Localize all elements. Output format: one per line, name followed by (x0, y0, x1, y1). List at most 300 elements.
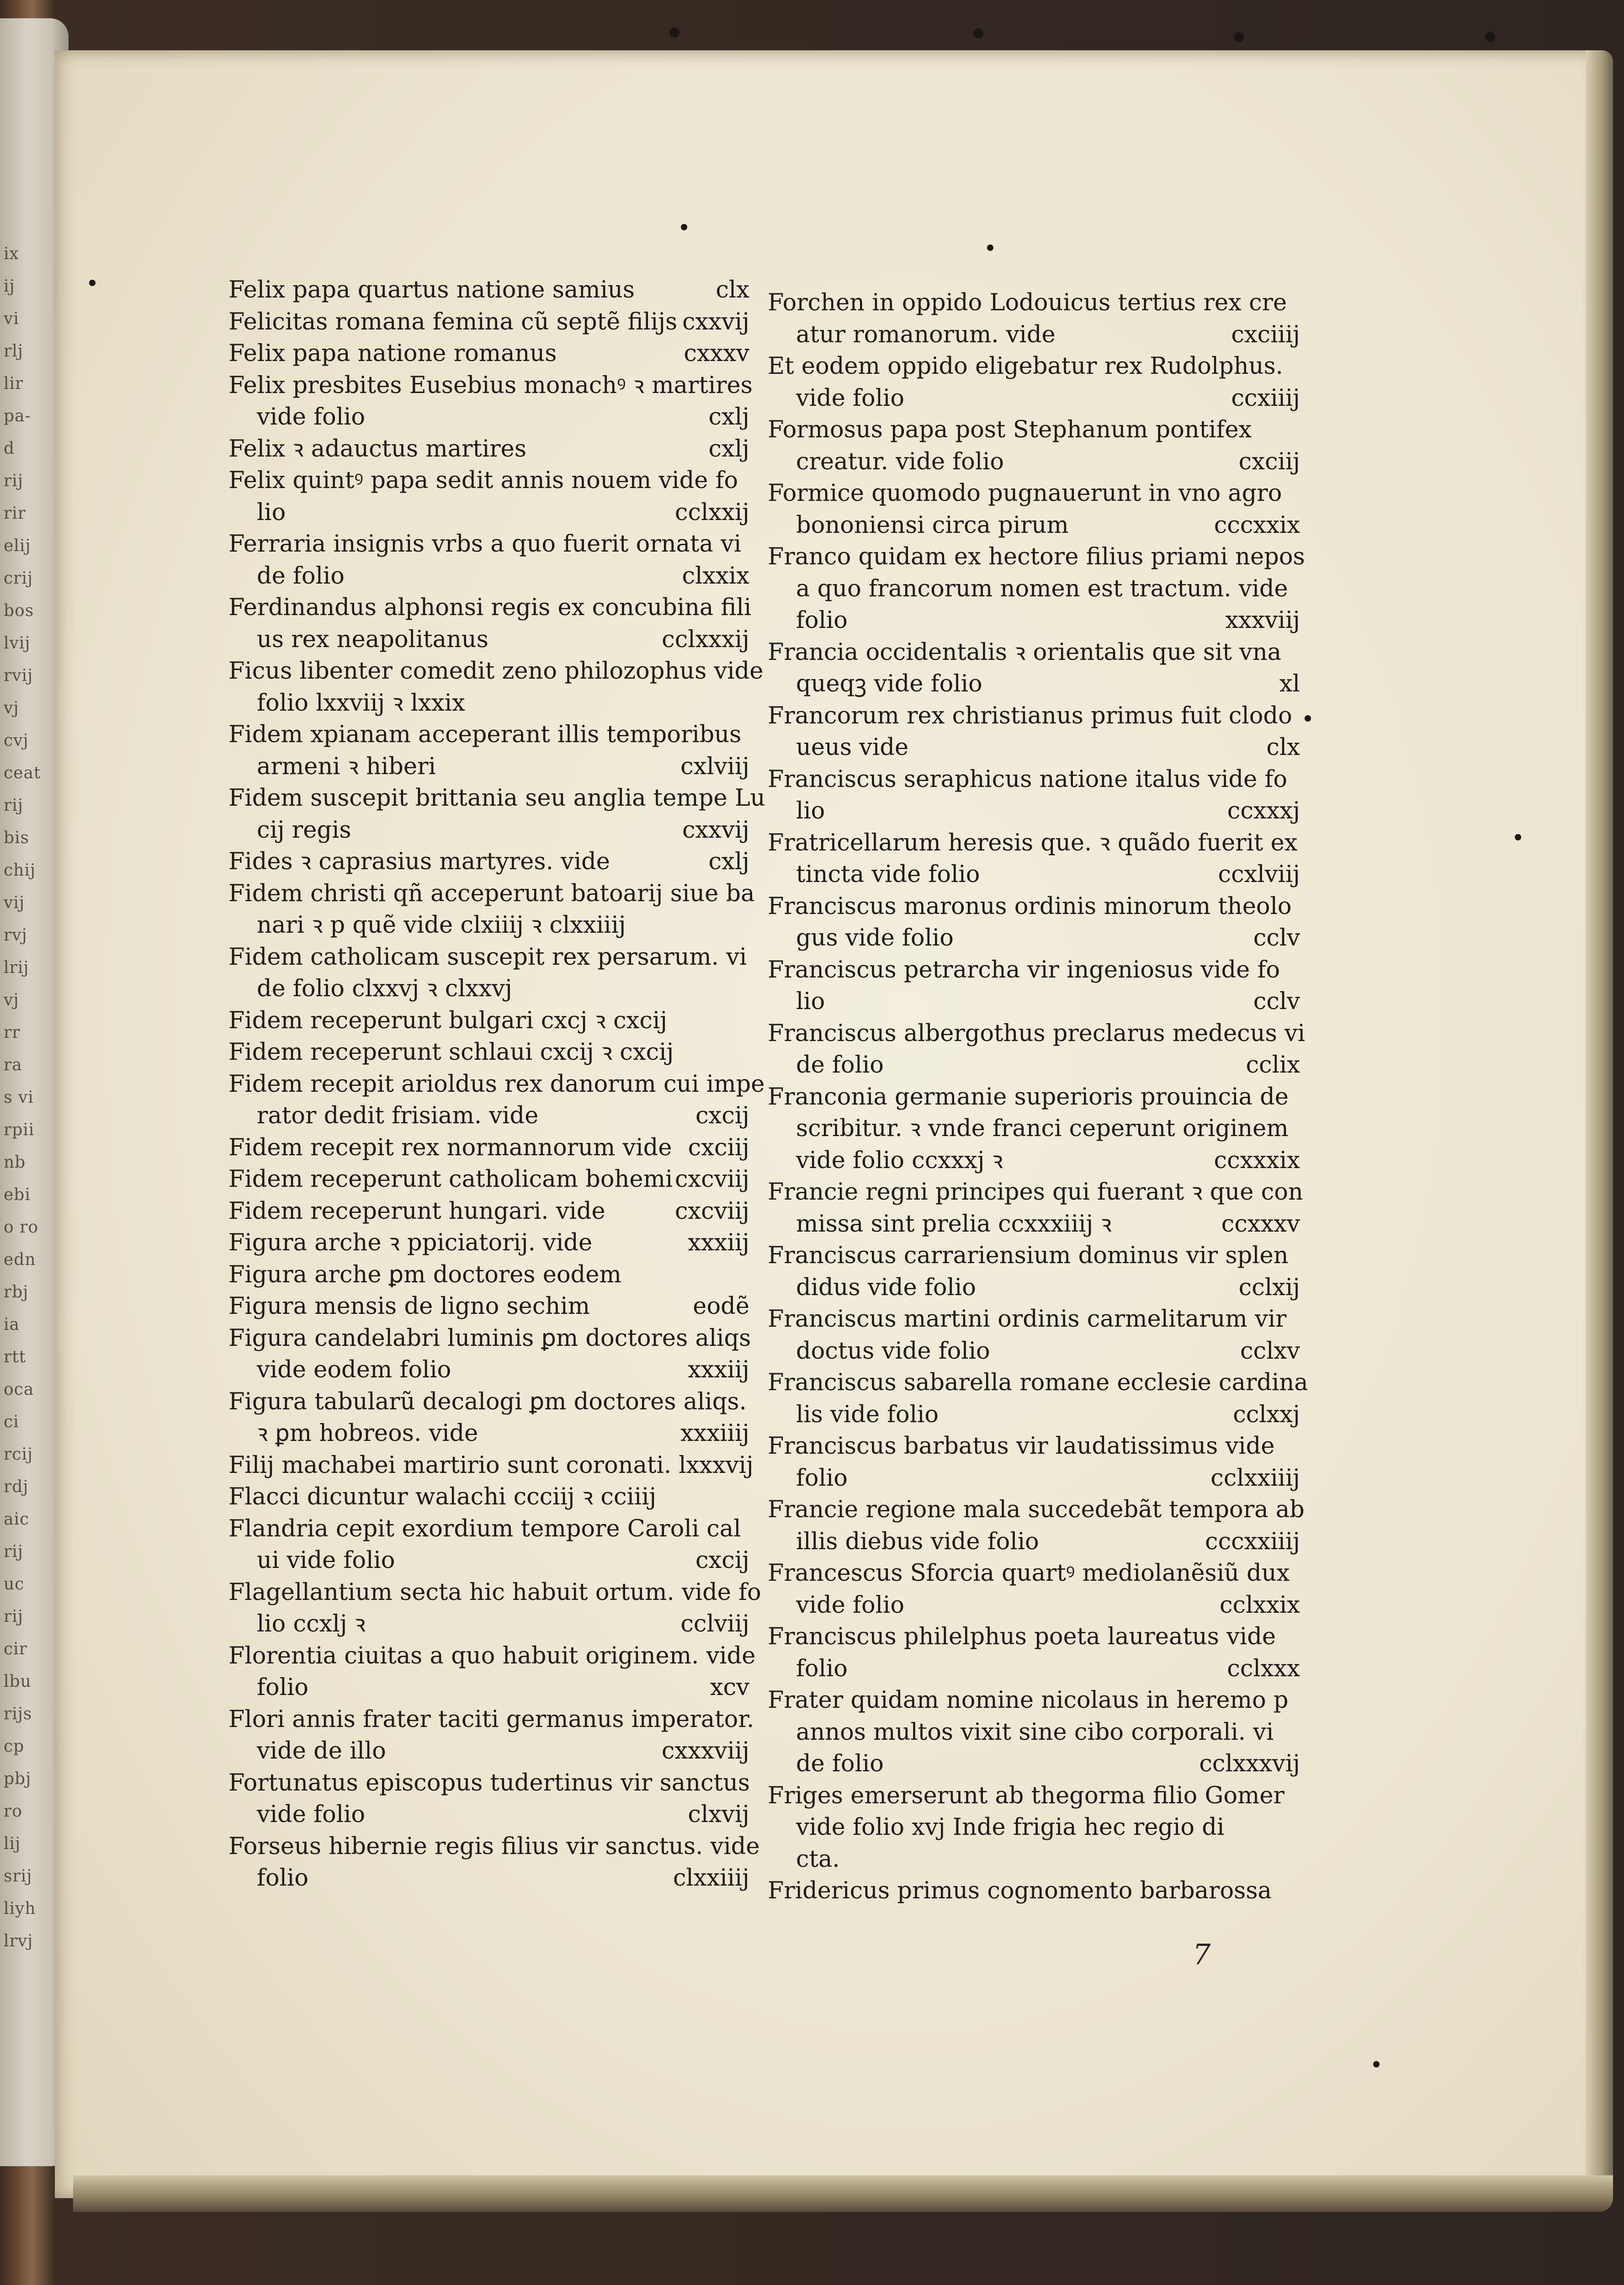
entry-heading: Felix papa quartus natione samius (228, 276, 635, 303)
index-entry-line (228, 1704, 754, 1736)
index-entry-line (228, 1513, 749, 1545)
folio-reference: cclxxiiij (1210, 1464, 1300, 1492)
index-entry (228, 1132, 749, 1164)
entry-heading: Franco quidam ex hectore filius priami nepos (768, 543, 1305, 570)
index-entry-line (768, 891, 1300, 923)
index-entry (228, 941, 749, 1005)
index-entry-line (768, 478, 1300, 510)
index-entry (768, 478, 1300, 541)
index-entry (228, 1164, 749, 1196)
index-entry (228, 1196, 749, 1228)
entry-continuation: vide folio xvj Inde frigia hec regio di (796, 1814, 1225, 1841)
entry-continuation: lio (257, 499, 286, 526)
index-entry-line (768, 1303, 1300, 1335)
edge-fragment: ci (4, 1413, 19, 1431)
edge-fragment: rdj (4, 1477, 29, 1496)
entry-heading: Fidem recepit arioldus rex danorum cui impe (228, 1070, 765, 1098)
entry-continuation: de folio (796, 1052, 884, 1079)
index-entry (228, 370, 753, 433)
index-entry-line (768, 446, 1300, 478)
entry-continuation: atur romanorum. vide (796, 321, 1056, 348)
edge-fragment: ia (4, 1315, 20, 1334)
entry-heading: Fortunatus episcopus tudertinus vir sanctus (228, 1769, 750, 1796)
folio-reference: clxxiiij (673, 1865, 749, 1892)
index-entry (228, 1450, 754, 1482)
index-entry-line (228, 687, 749, 719)
index-entry-line (228, 465, 749, 497)
index-entry (768, 1240, 1300, 1303)
edge-fragment: cir (4, 1640, 27, 1658)
entry-continuation: cij regis (257, 816, 351, 844)
entry-continuation: vide folio (257, 404, 366, 430)
page-bottom-edge (73, 2175, 1613, 2212)
index-entry (768, 1621, 1300, 1685)
entry-continuation: ueus vide (796, 734, 909, 761)
index-entry-line (768, 732, 1300, 764)
index-entry-line (228, 624, 749, 656)
index-entry (768, 1780, 1300, 1876)
index-entry-line (228, 592, 752, 624)
folio-reference: cxlviij (680, 753, 749, 780)
index-entry-line (228, 1005, 749, 1037)
edge-fragment: edn (4, 1250, 36, 1269)
index-entry (768, 764, 1300, 827)
index-entry (228, 1386, 749, 1450)
entry-continuation: creatur. vide folio (796, 448, 1004, 475)
entry-continuation: illis diebus vide folio (796, 1528, 1039, 1555)
index-entry-line (228, 655, 764, 687)
index-entry-line (768, 1176, 1303, 1208)
folio-reference: ccxxxix (1214, 1147, 1300, 1174)
entry-continuation: lio (796, 988, 825, 1015)
index-entry-line (768, 1589, 1300, 1621)
entry-heading: Flacci dicuntur walachi ccciij ꝛ cciiij (228, 1483, 657, 1510)
index-entry-line (228, 560, 749, 592)
index-entry (768, 1557, 1300, 1621)
index-entry (768, 1430, 1300, 1494)
edge-fragment: ceat (4, 764, 41, 782)
index-entry-line (228, 878, 755, 910)
index-entry-line (768, 1145, 1300, 1177)
index-entry-line (228, 1672, 749, 1704)
entry-continuation: lio (796, 797, 825, 824)
edge-fragment: bis (4, 829, 30, 847)
index-entry (228, 1640, 756, 1704)
folio-reference: clx (716, 276, 749, 303)
entry-heading: Franconia germanie superioris prouincia de (768, 1083, 1289, 1111)
folio-reference: cclv (1253, 988, 1300, 1015)
entry-continuation: vide folio ccxxxj ꝛ (796, 1147, 1003, 1174)
entry-heading: Felix ꝛ adauctus martires (228, 435, 527, 462)
entry-heading: Figura tabularũ decalogi ꝑm doctores aliqs. (228, 1388, 747, 1415)
index-entry (228, 1704, 754, 1767)
entry-heading: Filij machabei martirio sunt coronati. lxxxvij (228, 1451, 754, 1479)
index-entry-line (768, 859, 1300, 891)
edge-fragment: ij (4, 277, 15, 296)
edge-fragment: vj (4, 699, 19, 717)
index-entry-line (228, 751, 749, 783)
entry-continuation: folio (796, 1655, 848, 1682)
entry-continuation: vide de illo (257, 1738, 386, 1764)
ink-speck (1515, 834, 1521, 840)
index-entry-line (228, 782, 765, 814)
index-entry (228, 1831, 760, 1894)
folio-reference: cxcviij (674, 1166, 749, 1193)
folio-reference: xxxiij (688, 1356, 749, 1383)
entry-heading: Forseus hibernie regis filius vir sanctus. vide (228, 1833, 760, 1860)
folio-reference: xxxiij (688, 1229, 749, 1256)
entry-heading: Fidem xpianam acceperant illis temporibus (228, 721, 742, 748)
entry-heading: Formice quomodo pugnauerunt in vno agro (768, 480, 1282, 507)
index-entry-line (228, 1323, 749, 1355)
index-entry-line (228, 1450, 754, 1482)
index-entry-line (228, 846, 749, 878)
edge-fragment: lrij (4, 958, 29, 977)
folio-reference: cxcij (695, 1547, 749, 1574)
binding-hole (1234, 32, 1244, 42)
entry-continuation: didus vide folio (796, 1274, 976, 1301)
entry-continuation: vide folio (257, 1801, 366, 1828)
edge-fragment: rlj (4, 342, 23, 361)
folio-reference: cclxxx (1227, 1655, 1300, 1682)
edge-fragment: lvij (4, 634, 31, 653)
index-entry-line (768, 414, 1300, 446)
entry-continuation: scribitur. ꝛ vnde franci ceperunt originem (796, 1115, 1289, 1142)
entry-heading: Ferraria insignis vrbs a quo fuerit ornata vi (228, 531, 742, 558)
edge-fragment: cvj (4, 731, 29, 750)
entry-heading: Figura arche ꝑm doctores eodem (228, 1261, 621, 1288)
entry-continuation: missa sint prelia ccxxxiiij ꝛ (796, 1210, 1112, 1238)
index-entry-line (228, 1100, 749, 1132)
index-entry (228, 1259, 749, 1291)
entry-continuation: tincta vide folio (796, 861, 980, 888)
folio-reference: cxciij (688, 1134, 749, 1161)
index-column-right (768, 287, 1308, 1907)
entry-heading: Figura mensis de ligno sechim (228, 1293, 590, 1320)
index-entry-line (768, 827, 1300, 859)
index-entry-line (228, 1799, 749, 1831)
entry-continuation: ui vide folio (257, 1547, 395, 1574)
index-entry (228, 433, 749, 465)
index-entry-line (768, 1399, 1300, 1431)
index-entry-line (228, 1227, 749, 1259)
index-entry-line (768, 954, 1300, 986)
entry-heading: Fidem suscepit brittania seu anglia tempe Lu (228, 785, 765, 812)
edge-fragment: aic (4, 1510, 30, 1529)
edge-fragment: ix (4, 244, 19, 263)
index-entry-line (228, 274, 749, 306)
entry-heading: Fratricellarum heresis que. ꝛ quãdo fuerit ex (768, 829, 1298, 856)
folio-reference: clxxix (682, 562, 749, 590)
folio-reference: cccxxiiij (1205, 1528, 1300, 1555)
folio-reference: cclxxij (674, 499, 749, 526)
index-entry-line (768, 1049, 1300, 1081)
edge-fragment: s vi (4, 1088, 34, 1107)
entry-continuation: nari ꝛ p quẽ vide clxiiij ꝛ clxxiiij (257, 912, 626, 939)
index-entry-line (228, 1291, 749, 1323)
entry-heading: Formosus papa post Stephanum pontifex (768, 416, 1252, 443)
edge-fragment: srij (4, 1867, 32, 1886)
index-entry (228, 338, 749, 370)
entry-heading: Ficus libenter comedit zeno philozophus vide (228, 658, 764, 685)
folio-reference: cxxxviij (661, 1738, 749, 1764)
entry-heading: Franciscus albergothus preclarus medecus vi (768, 1020, 1306, 1047)
entry-continuation: folio (257, 1674, 308, 1701)
ink-speck (1305, 715, 1311, 722)
index-entry-line (768, 1018, 1306, 1050)
edge-fragment: cp (4, 1737, 25, 1756)
entry-heading: Et eodem oppido eligebatur rex Rudolphus. (768, 353, 1283, 380)
index-entry-line (768, 668, 1300, 700)
folio-reference: ccxxxv (1221, 1210, 1300, 1238)
page-fore-edge (1586, 50, 1613, 2198)
entry-heading: Francescus Sforcia quartꝰ mediolanẽsiũ dux (768, 1560, 1290, 1587)
index-entry (228, 1005, 749, 1037)
edge-fragment: oca (4, 1380, 34, 1399)
folio-reference: clx (1266, 734, 1300, 761)
index-entry-line (768, 1812, 1300, 1844)
edge-fragment: crij (4, 569, 33, 588)
entry-heading: Francia occidentalis ꝛ orientalis que sit vna (768, 638, 1282, 666)
binding-hole (973, 28, 983, 38)
index-entry (768, 1685, 1300, 1780)
index-entry-line (768, 1113, 1300, 1145)
entry-heading: Fidem catholicam suscepit rex persarum. vi (228, 943, 747, 971)
entry-continuation: rator dedit frisiam. vide (257, 1102, 539, 1129)
index-entry-line (228, 433, 749, 465)
edge-fragment: o ro (4, 1218, 38, 1237)
index-entry (228, 782, 765, 846)
entry-heading: Felix quintꝰ papa sedit annis nouem vide fo (228, 467, 738, 494)
index-entry-line (228, 1259, 749, 1291)
entry-heading: Fides ꝛ caprasius martyres. vide (228, 848, 610, 875)
entry-continuation: vide eodem folio (257, 1356, 451, 1383)
index-entry (228, 846, 749, 878)
index-entry (228, 528, 749, 592)
folio-reference: cclv (1253, 925, 1300, 951)
index-entry-line (228, 497, 749, 529)
index-entry-line (768, 1780, 1300, 1812)
index-entry-line (768, 637, 1300, 669)
index-entry (768, 1303, 1300, 1367)
index-entry-line (768, 1526, 1300, 1558)
index-entry-line (228, 1640, 756, 1672)
index-entry (228, 465, 749, 528)
entry-heading: Franciscus seraphicus natione italus vide fo (768, 765, 1288, 793)
index-entry-line (228, 1354, 749, 1386)
folio-reference: cxciij (1238, 448, 1300, 475)
folio-reference: ccxxxj (1227, 797, 1300, 824)
index-entry (768, 637, 1300, 700)
folio-reference: cclxxix (1219, 1591, 1300, 1619)
index-entry-line (228, 1036, 749, 1068)
folio-reference: ccxiiij (1231, 384, 1300, 412)
index-entry (768, 1494, 1305, 1557)
index-entry (228, 1323, 749, 1386)
edge-fragment: rcij (4, 1445, 33, 1464)
entry-continuation: gus vide folio (796, 925, 954, 951)
index-entry-line (768, 1685, 1300, 1716)
index-entry-line (768, 383, 1300, 414)
index-entry (768, 541, 1305, 637)
index-entry (768, 1018, 1306, 1081)
folio-reference: cxcij (695, 1102, 749, 1129)
folio-reference: cccxxix (1214, 511, 1300, 539)
index-entry-line (228, 1831, 760, 1863)
index-entry-line (768, 573, 1300, 605)
entry-continuation: ꝛ ꝑm hobreos. vide (257, 1420, 478, 1447)
entry-continuation: folio lxxviij ꝛ lxxix (257, 689, 465, 717)
index-entry (768, 287, 1300, 351)
entry-continuation: de folio clxxvj ꝛ clxxvj (257, 975, 512, 1002)
entry-heading: Forchen in oppido Lodouicus tertius rex cre (768, 289, 1287, 316)
index-entry-line (768, 922, 1300, 954)
index-entry-line (768, 1748, 1300, 1780)
index-entry-line (228, 1862, 749, 1894)
ink-speck (1373, 2061, 1380, 2067)
entry-continuation: de folio (257, 562, 345, 590)
folio-reference: cclxxj (1233, 1401, 1300, 1428)
edge-fragment: bos (4, 601, 34, 620)
index-entry-line (768, 700, 1300, 732)
index-entry (228, 655, 764, 719)
entry-continuation: a quo francorum nomen est tractum. vide (796, 575, 1288, 602)
edge-fragment: rij (4, 1542, 23, 1561)
entry-heading: Franciscus sabarella romane ecclesie cardina (768, 1369, 1308, 1396)
binding-hole (669, 27, 679, 37)
entry-heading: Felicitas romana femina cũ septẽ filijs (228, 308, 678, 335)
folio-reference: ccxlviij (1218, 861, 1300, 888)
entry-continuation: lio ccxlj ꝛ (257, 1610, 366, 1637)
edge-fragment: nb (4, 1153, 26, 1172)
index-entry (768, 1176, 1303, 1240)
index-entry (228, 719, 749, 782)
index-entry (228, 592, 752, 655)
index-entry (228, 1513, 749, 1577)
index-entry (768, 700, 1300, 764)
index-entry (228, 1291, 749, 1323)
folio-reference: clxvij (688, 1801, 749, 1828)
entry-heading: Franciscus martini ordinis carmelitarum vir (768, 1306, 1287, 1333)
index-entry-line (768, 1240, 1300, 1272)
folio-reference: cclix (1246, 1052, 1300, 1079)
folio-reference: cxcviij (674, 1197, 749, 1225)
edge-fragment: liyh (4, 1899, 36, 1918)
folio-reference: cxciiij (1231, 321, 1300, 348)
entry-heading: Franciscus petrarcha vir ingeniosus vide fo (768, 956, 1280, 983)
entry-heading: Franciscus philelphus poeta laureatus vide (768, 1623, 1276, 1650)
entry-continuation: vide folio (796, 1591, 905, 1619)
index-entry-line (768, 986, 1300, 1018)
entry-heading: Felix presbites Eusebius monachꝰ ꝛ martires (228, 372, 753, 399)
entry-continuation: annos multos vixit sine cibo corporali. vi (796, 1718, 1274, 1746)
entry-heading: Fidem recepit rex normannorum vide (228, 1134, 672, 1161)
index-entry-line (768, 1494, 1305, 1526)
edge-fragment: rtt (4, 1348, 27, 1366)
index-entry-line (228, 1767, 749, 1799)
index-entry (768, 954, 1300, 1018)
index-entry (768, 1367, 1308, 1430)
edge-fragment: elij (4, 537, 31, 555)
folio-reference: cxlj (708, 404, 749, 430)
index-entry-line (768, 764, 1300, 796)
entry-continuation: de folio (796, 1750, 884, 1777)
index-entry-line (228, 1481, 749, 1513)
entry-continuation: bononiensi circa pirum (796, 511, 1069, 539)
index-column-left (228, 274, 765, 1894)
entry-heading: Felix papa natione romanus (228, 340, 557, 367)
entry-heading: Francie regni principes qui fuerant ꝛ que con (768, 1179, 1303, 1206)
index-entry-line (228, 1735, 749, 1767)
ink-speck (89, 280, 96, 286)
index-entry-line (228, 1132, 749, 1164)
index-entry-line (228, 814, 749, 846)
index-entry-line (228, 1386, 749, 1418)
index-entry (768, 891, 1300, 954)
ink-speck (987, 244, 993, 251)
index-entry-line (768, 605, 1300, 637)
edge-fragment: chij (4, 861, 36, 880)
index-entry-line (228, 401, 749, 433)
entry-heading: Fidem receperunt schlaui cxcij ꝛ cxcij (228, 1039, 674, 1066)
edge-fragment: lij (4, 1834, 21, 1853)
edge-fragment: ebi (4, 1185, 31, 1204)
left-page-edge-text (4, 238, 40, 1957)
folio-reference: eodẽ (693, 1293, 749, 1320)
index-entry-line (768, 319, 1300, 351)
index-entry-line (228, 306, 749, 338)
index-entry-line (228, 1196, 749, 1228)
index-entry (768, 1081, 1300, 1177)
entry-continuation: queqꝫ vide folio (796, 670, 982, 697)
index-entry-line (228, 1418, 749, 1450)
entry-continuation: folio (796, 1464, 848, 1492)
index-entry-line (228, 528, 749, 560)
folio-reference: cxxvij (682, 308, 749, 335)
entry-continuation: doctus vide folio (796, 1337, 990, 1365)
index-entry (228, 274, 749, 306)
folio-reference: xxxiiij (680, 1420, 749, 1447)
index-entry-line (768, 287, 1300, 319)
index-entry-line (768, 351, 1300, 383)
index-entry (768, 414, 1300, 478)
entry-continuation: lis vide folio (796, 1401, 939, 1428)
index-entry (228, 878, 755, 941)
folio-reference: cclxxxvij (1199, 1750, 1300, 1777)
index-entry-line (768, 1716, 1300, 1748)
entry-heading: Flandria cepit exordium tempore Caroli cal (228, 1515, 741, 1542)
folio-reference: cxxxv (684, 340, 749, 367)
edge-fragment: rvij (4, 666, 33, 685)
folio-reference: xcv (710, 1674, 749, 1701)
index-entry-line (228, 1068, 765, 1100)
index-entry (768, 827, 1300, 891)
index-entry-line (768, 1621, 1300, 1653)
entry-heading: Franciscus maronus ordinis minorum theolo (768, 893, 1292, 920)
index-entry-line (228, 1577, 761, 1609)
index-entry-line (768, 1081, 1300, 1113)
index-entry-line (228, 1608, 749, 1640)
edge-fragment: vj (4, 991, 19, 1010)
edge-fragment: ra (4, 1056, 22, 1074)
entry-heading: Fridericus primus cognomento barbarossa (768, 1877, 1272, 1904)
edge-fragment: rr (4, 1023, 21, 1042)
edge-fragment: rij (4, 472, 23, 490)
entry-heading: Fidem christi qñ acceperunt batoarij siue ba (228, 880, 755, 907)
folio-reference: cclxv (1240, 1337, 1300, 1365)
index-entry (768, 1875, 1300, 1907)
index-entry (228, 1036, 749, 1068)
